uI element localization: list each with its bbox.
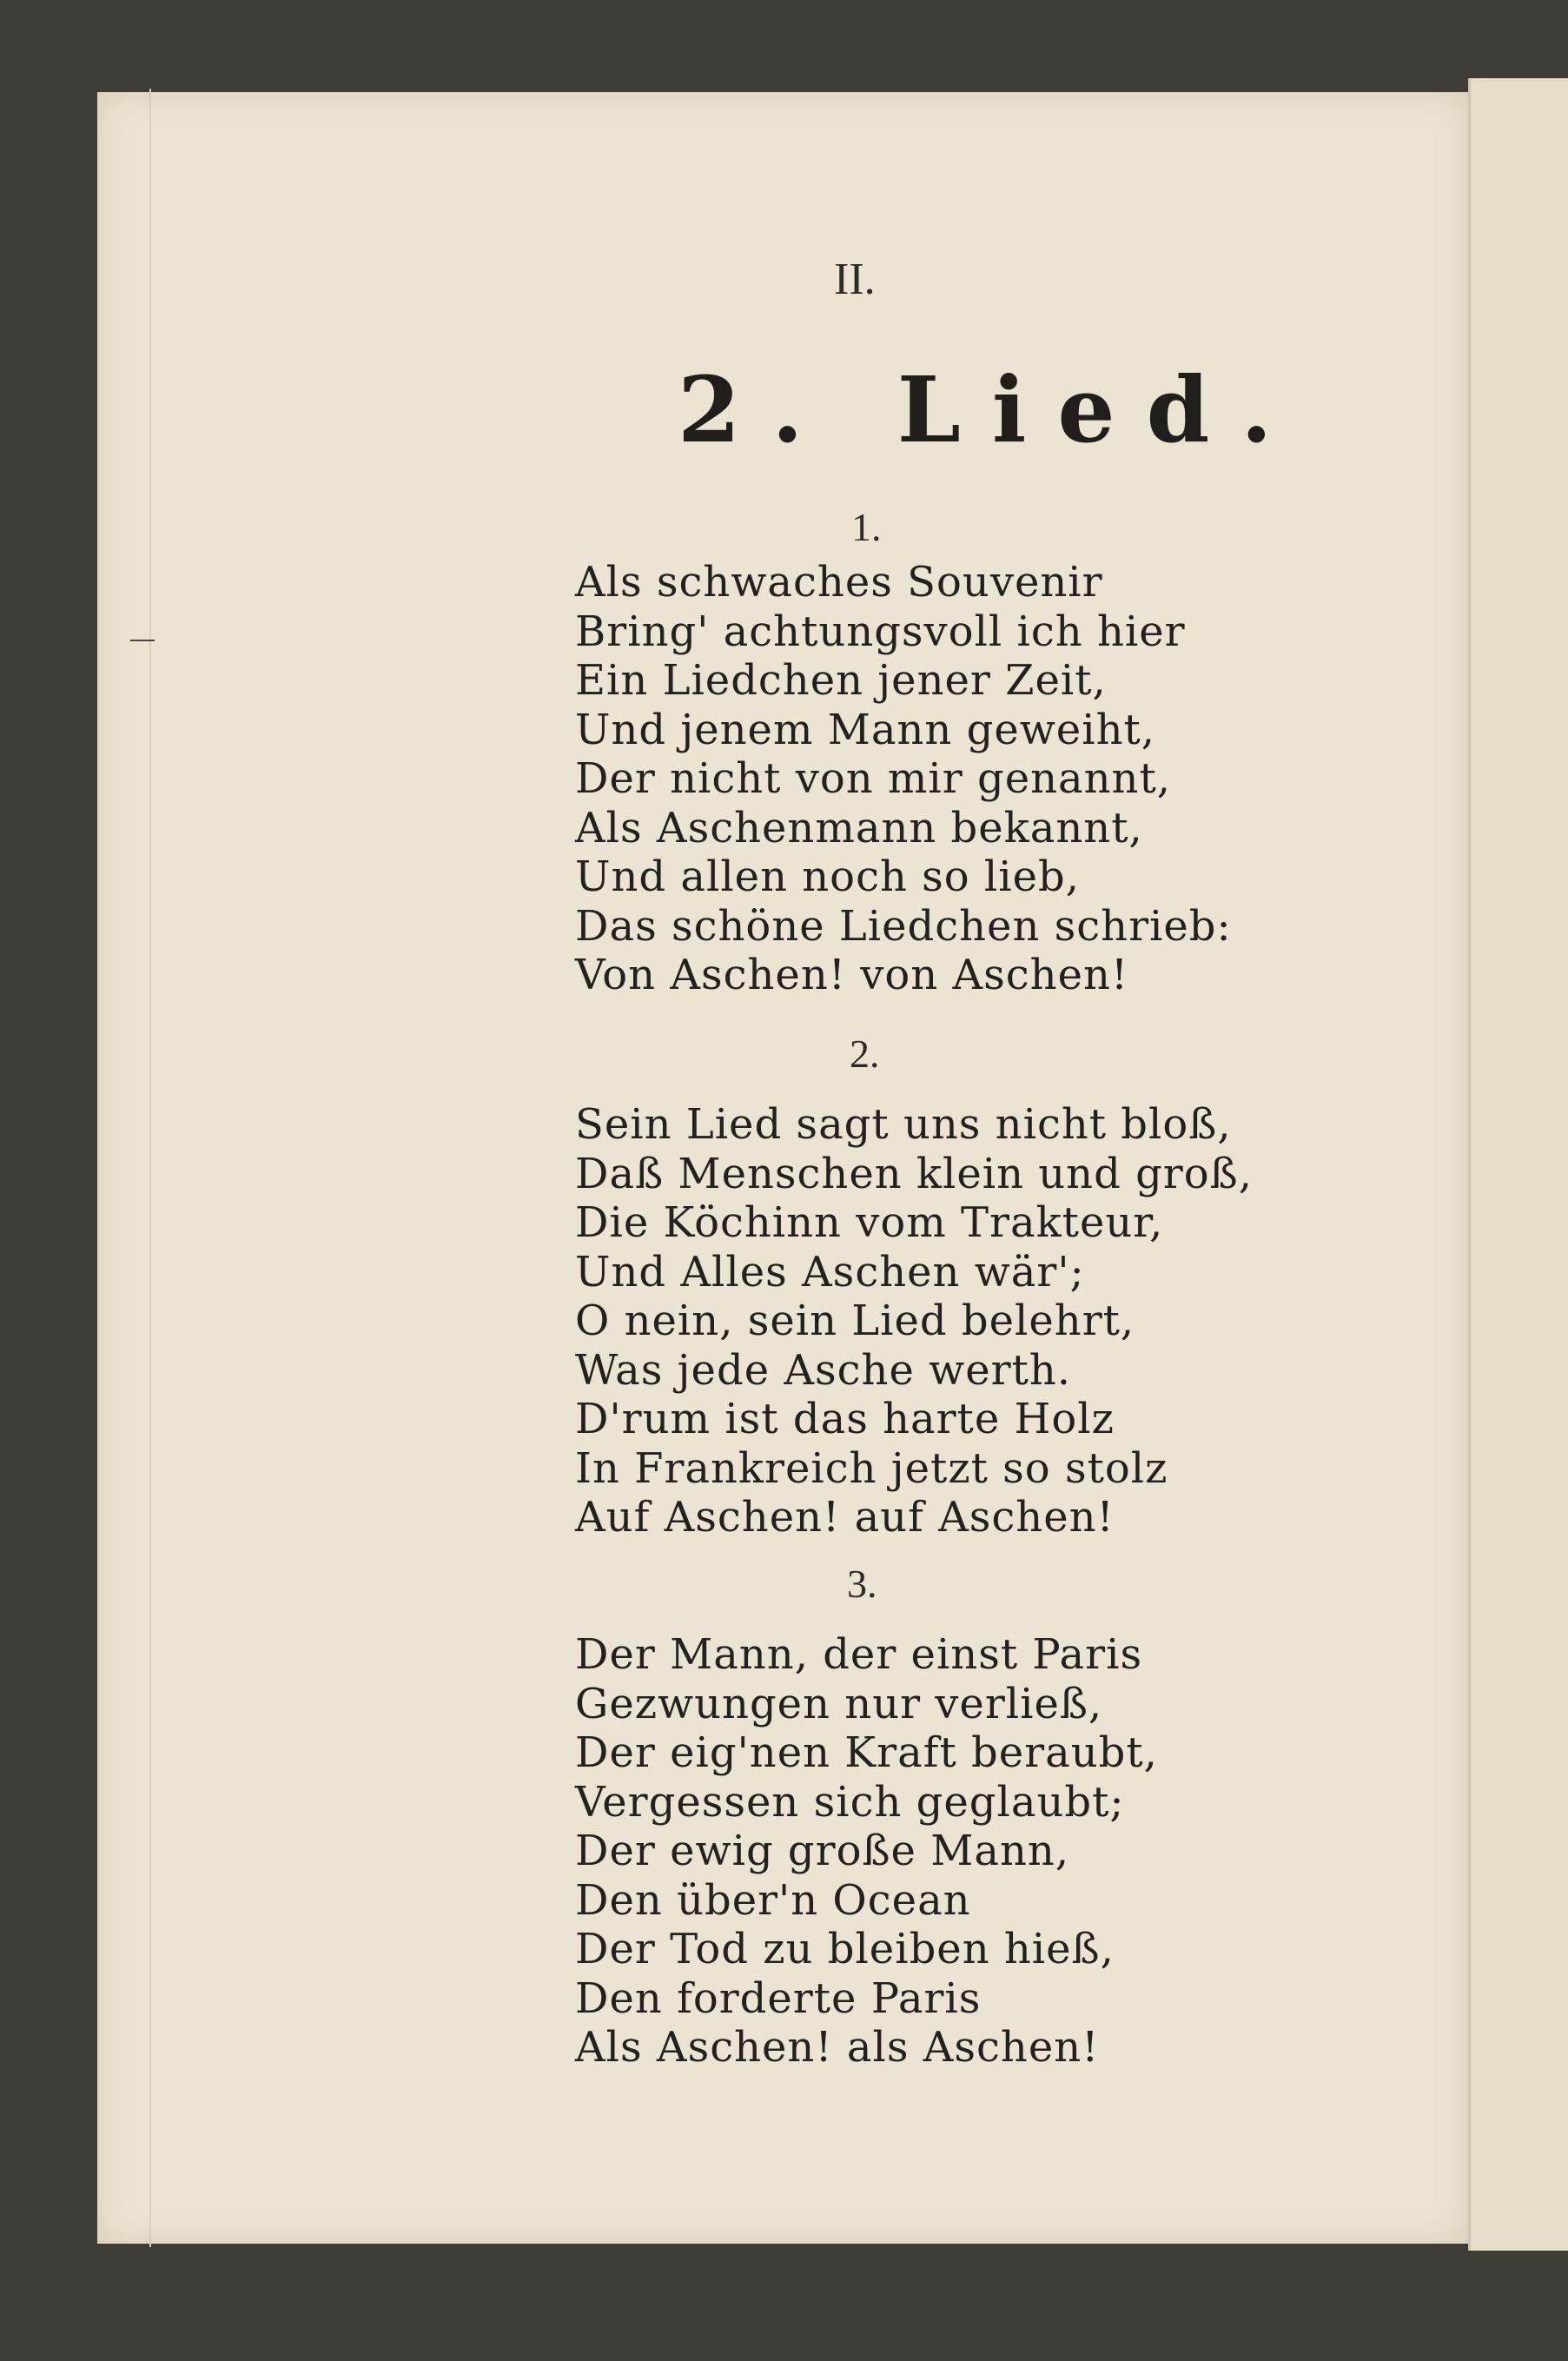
verse-line: Der nicht von mir genannt, xyxy=(575,754,1171,803)
stanza-3 xyxy=(575,1630,1158,2073)
stanza-number: 3. xyxy=(847,1562,877,1606)
song-title: 2. Lied. xyxy=(678,356,1304,463)
verse-line: Bring' achtungsvoll ich hier xyxy=(575,607,1186,656)
verse-line: Als Aschenmann bekannt, xyxy=(575,803,1143,852)
verse-line: D'rum ist das harte Holz xyxy=(575,1395,1115,1443)
verse-line: Auf Aschen! auf Aschen! xyxy=(575,1493,1115,1542)
verse-line: Und jenem Mann geweiht, xyxy=(575,705,1156,754)
verse-line: Vergessen sich geglaubt; xyxy=(575,1777,1125,1827)
verse-line: Die Köchinn vom Trakteur, xyxy=(575,1198,1164,1247)
verse-line: Was jede Asche werth. xyxy=(575,1345,1072,1395)
verse-line: Als Aschen! als Aschen! xyxy=(575,2023,1100,2072)
margin-mark xyxy=(130,640,155,641)
verse-line: Der Mann, der einst Paris xyxy=(575,1630,1143,1679)
verse-line: Den über'n Ocean xyxy=(575,1875,971,1925)
verse-line: Der ewig große Mann, xyxy=(575,1827,1070,1875)
facing-page-edge xyxy=(1468,78,1568,2251)
verse-line: Daß Menschen klein und groß, xyxy=(575,1149,1253,1198)
stanza-number: 1. xyxy=(851,505,882,549)
verse-line: Den forderte Paris xyxy=(575,1973,982,2023)
verse-line: Der Tod zu bleiben hieß, xyxy=(575,1925,1115,1973)
verse-line: Der eig'nen Kraft beraubt, xyxy=(575,1728,1158,1777)
verse-line: Gezwungen nur verließ, xyxy=(575,1679,1103,1728)
verse-line: In Frankreich jetzt so stolz xyxy=(575,1443,1168,1493)
verse-line: O nein, sein Lied belehrt, xyxy=(575,1297,1135,1345)
section-number: II. xyxy=(834,255,876,304)
verse-line: Und allen noch so lieb, xyxy=(575,852,1080,901)
stanza-number: 2. xyxy=(850,1031,880,1076)
page-edge-line xyxy=(149,89,151,2247)
verse-line: Ein Liedchen jener Zeit, xyxy=(575,656,1107,705)
stanza-1 xyxy=(575,558,1232,1000)
verse-line: Sein Lied sagt uns nicht bloß, xyxy=(575,1100,1232,1149)
verse-line: Das schöne Liedchen schrieb: xyxy=(575,901,1232,951)
verse-line: Als schwaches Souvenir xyxy=(575,558,1103,607)
verse-line: Von Aschen! von Aschen! xyxy=(575,951,1129,999)
stanza-2 xyxy=(575,1100,1253,1542)
verse-line: Und Alles Aschen wär'; xyxy=(575,1247,1085,1297)
